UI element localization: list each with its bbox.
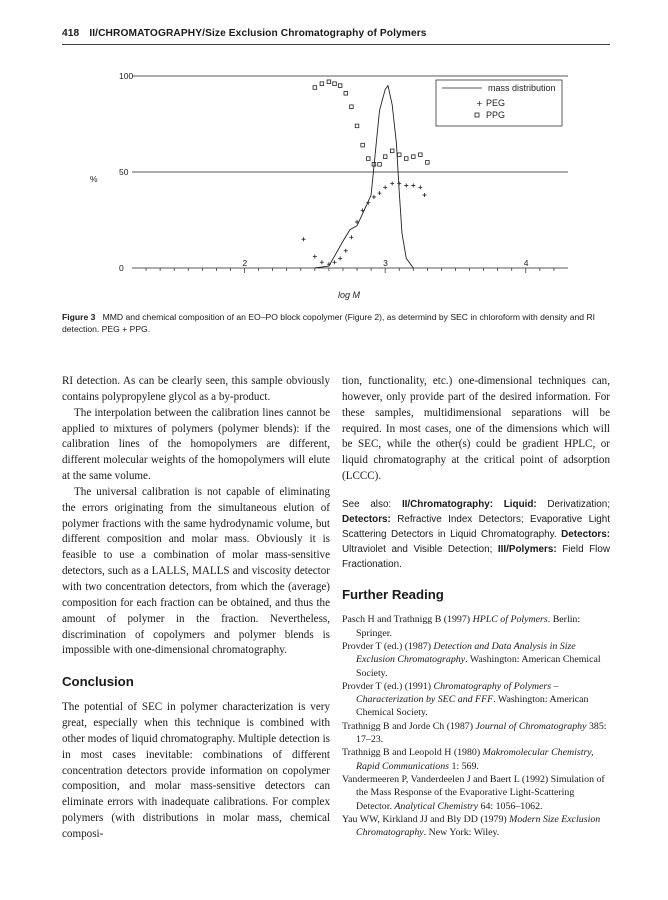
ppg-point [383, 155, 387, 159]
peg-point [390, 182, 394, 186]
peg-point [320, 260, 324, 264]
reference-item: Trathnigg B and Leopold H (1980) Makromolecular Chemistry, Rapid Communications 1: 569. [342, 747, 594, 772]
page-number: 418 [62, 28, 80, 39]
mass-distribution-line [315, 86, 414, 268]
chart-marks [302, 80, 430, 268]
ppg-point [411, 155, 415, 159]
ppg-point [327, 80, 331, 84]
see-also-text-4: Field Flow Fractionation. [342, 544, 610, 571]
y-tick-label: 0 [119, 263, 124, 273]
left-para-1: RI detection. As can be clearly seen, this sample obviously contains polypropylene glycol as a by-product. [62, 375, 330, 403]
legend-mass-label: mass distribution [488, 83, 556, 93]
ppg-point [333, 82, 337, 86]
further-reading-heading: Further Reading [342, 587, 444, 603]
ppg-point [355, 124, 359, 128]
legend-peg-label: PEG [486, 98, 506, 108]
conclusion-text: The potential of SEC in polymer characterization is very great, especially when this technique is combined with other modes of liquid chromatography. Multiple detection is in most cases inevitable: combinations of different concentration detectors provide information on copolymer composition, and molar mass-sensitive detectors can eliminate errors with inadequate calibrations. For complex polymers (with distributions in molar mass, chemical composi- [62, 701, 330, 840]
peg-point [313, 254, 317, 258]
caption-label: Figure 3 [62, 312, 96, 322]
header-rule [62, 44, 610, 45]
x-tick-label: 3 [383, 258, 388, 268]
reference-list [342, 613, 610, 839]
peg-point [404, 183, 408, 187]
legend-ppg-label: PPG [486, 110, 506, 120]
x-axis-label: log M [338, 290, 361, 300]
peg-point [372, 195, 376, 199]
x-tick-label: 2 [242, 258, 248, 268]
see-also-text-1: Derivatization; [536, 498, 610, 510]
ppg-point [344, 91, 348, 95]
peg-point [302, 237, 306, 241]
conclusion-heading: Conclusion [62, 674, 134, 690]
ppg-point [378, 163, 382, 167]
peg-point [383, 185, 387, 189]
peg-point [333, 260, 337, 264]
ppg-point [397, 153, 401, 157]
see-also-text-2: Refractive Index Detectors; Evaporative Light Scattering Detectors in Liquid Chromatography. [342, 514, 610, 541]
see-also-link-polymers[interactable]: III/Polymers: [497, 544, 557, 556]
see-also [342, 497, 610, 572]
ppg-point [320, 82, 324, 86]
ppg-point [361, 143, 365, 147]
caption-text: MMD and chemical composition of an EO–PO block copolymer (Figure 2), as determind by SEC in chloroform with density and RI detection. PEG + PPG. [62, 312, 596, 334]
chart-legend [436, 80, 562, 126]
peg-point [361, 208, 365, 212]
see-also-link-liquid[interactable]: II/Chromatography: Liquid: [401, 498, 537, 510]
reference-item: Provder T (ed.) (1987) Detection and Data Analysis in Size Exclusion Chromatography. Washington: American Chemical Society. [342, 640, 601, 679]
figure-caption [62, 311, 614, 335]
peg-point [423, 193, 427, 197]
legend-peg-marker: + [476, 99, 483, 108]
running-title: II/CHROMATOGRAPHY/Size Exclusion Chromatography of Polymers [89, 28, 427, 39]
reference-item: Vandermeeren P, Vanderdeelen J and Baert L (1992) Simulation of the Mass Response of the Evaporative Light-Scattering Detector. Analytical Chemistry 64: 1056–1062. [342, 773, 605, 812]
peg-point [397, 182, 401, 186]
right-column [342, 374, 610, 839]
x-tick-label: 4 [523, 258, 529, 268]
peg-point [338, 256, 342, 260]
peg-point [378, 191, 382, 195]
ppg-point [404, 157, 408, 161]
reference-item: Provder T (ed.) (1991) Chromatography of Polymers – Characterization by SEC and FFF. Washington: American Chemical Society. [342, 680, 589, 719]
peg-point [349, 235, 353, 239]
right-para-1: tion, functionality, etc.) one-dimensional techniques can, however, only provide part of the desired information. For these samples, multidimensional separations will be required. In most cases, one of the dimensions which will be SEC, while the other(s) could be gradient HPLC, or liquid chromatography at the critical point of adsorption (LCCC). [342, 375, 610, 483]
y-tick-label: 50 [119, 167, 129, 177]
ppg-point [419, 153, 423, 157]
ppg-point [390, 149, 394, 153]
ppg-point [426, 161, 430, 165]
y-axis-label: % [90, 174, 98, 184]
ppg-point [338, 84, 342, 88]
see-also-link-detectors-1[interactable]: Detectors: [342, 514, 391, 525]
left-para-2: The interpolation between the calibration lines cannot be applied to mixtures of polymers (polymer blends): if the calibration lines of the homopolymers are different, different molecular weights of the homopolymers will elute at the same volume. [62, 406, 330, 483]
see-also-text-3: Ultraviolet and Visible Detection; [342, 544, 493, 556]
see-also-label: See also: [342, 498, 392, 510]
reference-item: Trathnigg B and Jorde Ch (1987) Journal of Chromatography 385: 17–23. [342, 720, 607, 746]
y-tick-label: 100 [119, 71, 134, 81]
running-header [62, 28, 607, 39]
see-also-link-detectors-2[interactable]: Detectors: [561, 529, 611, 541]
peg-point [418, 185, 422, 189]
peg-point [344, 249, 348, 253]
ppg-point [366, 157, 370, 161]
ppg-point [313, 86, 317, 90]
reference-item: Pasch H and Trathnigg B (1997) HPLC of Polymers. Berlin: Springer. [342, 614, 581, 639]
peg-point [411, 183, 415, 187]
ppg-point [350, 105, 354, 109]
figure-3 [90, 66, 590, 306]
reference-item: Yau WW, Kirkland JJ and Bly DD (1979) Modern Size Exclusion Chromatography. New York: Wiley. [342, 813, 601, 839]
chart [90, 66, 590, 306]
left-para-3: The universal calibration is not capable of eliminating the errors originating from the simultaneous elution of polymer fractions with the same hydrodynamic volume, but different composition and molar mass. Obviously it is feasible to use a combination of molar mass-sensitive detectors, such as a LALLS, MALLS and viscosity detector with two concentration detectors, from which the (average) composition for each fraction can be obtained, and thus the amount of polymer in the fraction. Nevertheless, discrimination of copolymers and polymer blends is impossible with one-dimensional chromatography. [62, 485, 330, 657]
left-column [62, 374, 330, 843]
